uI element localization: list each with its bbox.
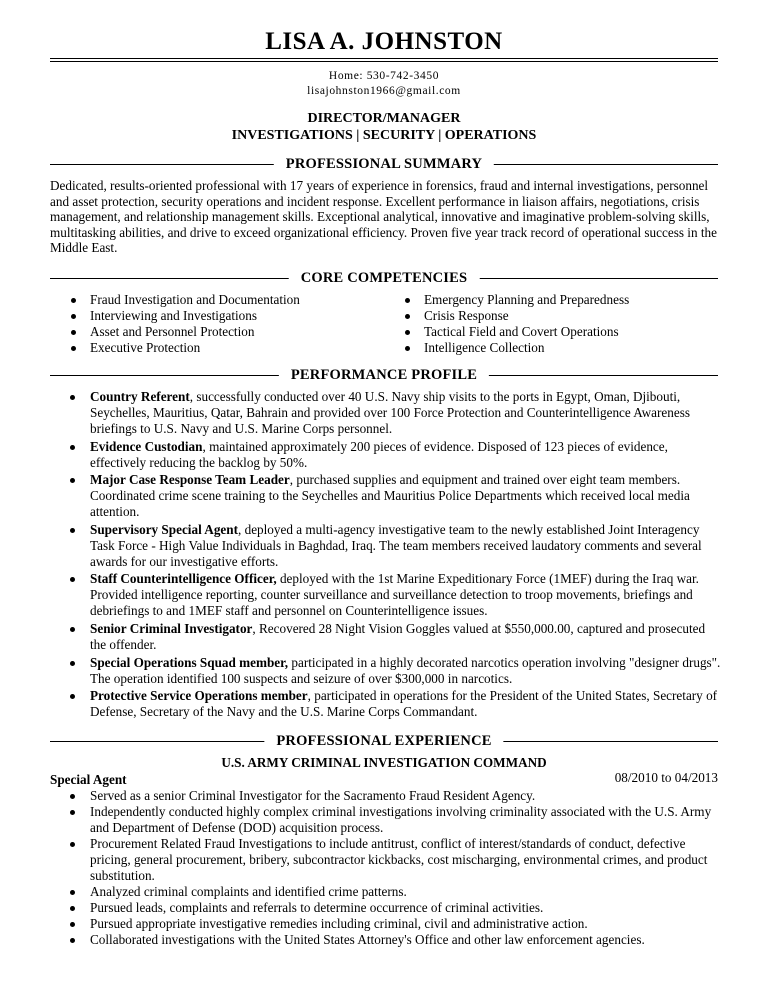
bullet-icon	[405, 346, 410, 351]
bullet-icon	[70, 395, 75, 400]
bullet-icon	[71, 330, 76, 335]
bullet-icon	[70, 528, 75, 533]
list-item: Asset and Personnel Protection	[68, 324, 388, 340]
applicant-name: LISA A. JOHNSTON	[265, 28, 503, 55]
bullet-icon	[71, 298, 76, 303]
bullet-icon	[70, 794, 75, 799]
list-item: Collaborated investigations with the United States Attorney's Office and other law enforcement agencies.	[70, 932, 724, 948]
list-item: Procurement Related Fraud Investigations to include antitrust, conflict of interest/standards of conduct, defective pricing, general procurement, bribery, subcontractor kickbacks, cost mischarging, environmental crimes, and product substitution.	[70, 836, 724, 884]
bullet-icon	[70, 938, 75, 943]
list-item: Major Case Response Team Leader, purchased supplies and equipment and trained over eight team members. Coordinated crime scene training to the Seychelles and Mauritius Police Departments which received local media attention.	[70, 472, 724, 520]
section-heading: CORE COMPETENCIES	[289, 269, 480, 287]
bullet-icon	[70, 810, 75, 815]
bullet-icon	[405, 314, 410, 319]
list-item: Tactical Field and Covert Operations	[402, 324, 722, 340]
list-item: Independently conducted highly complex criminal investigations involving criminality associated with the U.S. Army and Department of Defense (DOD) acquisition process.	[70, 804, 724, 836]
list-item: Served as a senior Criminal Investigator for the Sacramento Fraud Resident Agency.	[70, 788, 724, 804]
bullet-icon	[70, 577, 75, 582]
performance-list	[70, 389, 724, 722]
section-heading: PROFESSIONAL SUMMARY	[274, 155, 494, 173]
section-professional-summary	[50, 155, 718, 173]
experience-list	[70, 788, 724, 948]
section-performance-profile	[50, 366, 718, 384]
job-target-title: DIRECTOR/MANAGER	[307, 111, 461, 126]
job-target-fields: INVESTIGATIONS | SECURITY | OPERATIONS	[231, 128, 537, 143]
bullet-icon	[70, 890, 75, 895]
bullet-icon	[70, 922, 75, 927]
bullet-icon	[71, 346, 76, 351]
list-item: Special Operations Squad member, participated in a highly decorated narcotics operation involving "designer drugs". The operation identified 100 suspects and seizure of over $300,000 in narcotics.	[70, 655, 724, 687]
list-item: Intelligence Collection	[402, 340, 722, 356]
email-address: lisajohnston1966@gmail.com	[307, 85, 461, 97]
bullet-icon	[70, 661, 75, 666]
list-item: Pursued leads, complaints and referrals to determine occurrence of criminal activities.	[70, 900, 724, 916]
list-item: Protective Service Operations member, participated in operations for the President of the United States, Secretary of Defense, Secretary of the Navy and the U.S. Marine Corps Commandant.	[70, 688, 724, 720]
section-professional-experience	[50, 732, 718, 750]
section-core-competencies	[50, 269, 718, 287]
list-item: Senior Criminal Investigator, Recovered 28 Night Vision Goggles valued at $550,000.00, captured and prosecuted the offender.	[70, 621, 724, 653]
bullet-icon	[70, 694, 75, 699]
employer-name: U.S. ARMY CRIMINAL INVESTIGATION COMMAND	[221, 755, 547, 770]
bullet-icon	[70, 842, 75, 847]
position-title: Special Agent	[50, 772, 127, 787]
list-item: Evidence Custodian, maintained approximately 200 pieces of evidence. Disposed of 123 pieces of evidence, effectively reducing the backlog by 50%.	[70, 439, 724, 471]
bullet-icon	[71, 314, 76, 319]
list-item: Fraud Investigation and Documentation	[68, 292, 388, 308]
name-divider-lower	[50, 61, 718, 62]
bullet-icon	[405, 330, 410, 335]
summary-text: Dedicated, results-oriented professional with 17 years of experience in forensics, fraud and internal investigations, personnel and asset protection, security operations and incident response. Excellent performance in liaison affairs, negotiations, crisis management, and relationship management skills. Exceptional analytical, innovative and imaginative problem-solving skills, multitasking abilities, and drive to exceed organizational efficiency. Proven five year track record of operational success in the Middle East.	[50, 178, 717, 255]
section-heading: PROFESSIONAL EXPERIENCE	[264, 732, 503, 750]
bullet-icon	[70, 627, 75, 632]
competencies-left-list	[68, 292, 388, 356]
name-divider	[50, 58, 718, 59]
list-item: Emergency Planning and Preparedness	[402, 292, 722, 308]
section-heading: PERFORMANCE PROFILE	[279, 366, 489, 384]
list-item: Interviewing and Investigations	[68, 308, 388, 324]
list-item: Pursued appropriate investigative remedies including criminal, civil and administrative action.	[70, 916, 724, 932]
list-item: Executive Protection	[68, 340, 388, 356]
list-item: Crisis Response	[402, 308, 722, 324]
bullet-icon	[70, 478, 75, 483]
phone-number: Home: 530-742-3450	[328, 70, 440, 82]
list-item: Staff Counterintelligence Officer, deployed with the 1st Marine Expeditionary Force (1MEF) during the Iraq war. Provided intelligence reporting, counter surveillance and surveillance detection to troop movements, briefings and debriefings to and 1MEF staff and personnel on Counterintelligence issues.	[70, 571, 724, 619]
bullet-icon	[405, 298, 410, 303]
bullet-icon	[70, 906, 75, 911]
employment-dates: 08/2010 to 04/2013	[614, 770, 718, 785]
list-item: Country Referent, successfully conducted over 40 U.S. Navy ship visits to the ports in Egypt, Oman, Djibouti, Seychelles, Mauritius, Qatar, Bahrain and provided over 100 Force Protection and Counterintelligence Awareness briefings to U.S. Navy and U.S. Marine Corps personnel.	[70, 389, 724, 437]
list-item: Analyzed criminal complaints and identified crime patterns.	[70, 884, 724, 900]
competencies-right-list	[402, 292, 722, 356]
list-item: Supervisory Special Agent, deployed a multi-agency investigative team to the newly established Joint Interagency Task Force - High Value Individuals in Baghdad, Iraq. The team members received laudatory comments and several awards for our investigative efforts.	[70, 522, 724, 570]
bullet-icon	[70, 445, 75, 450]
